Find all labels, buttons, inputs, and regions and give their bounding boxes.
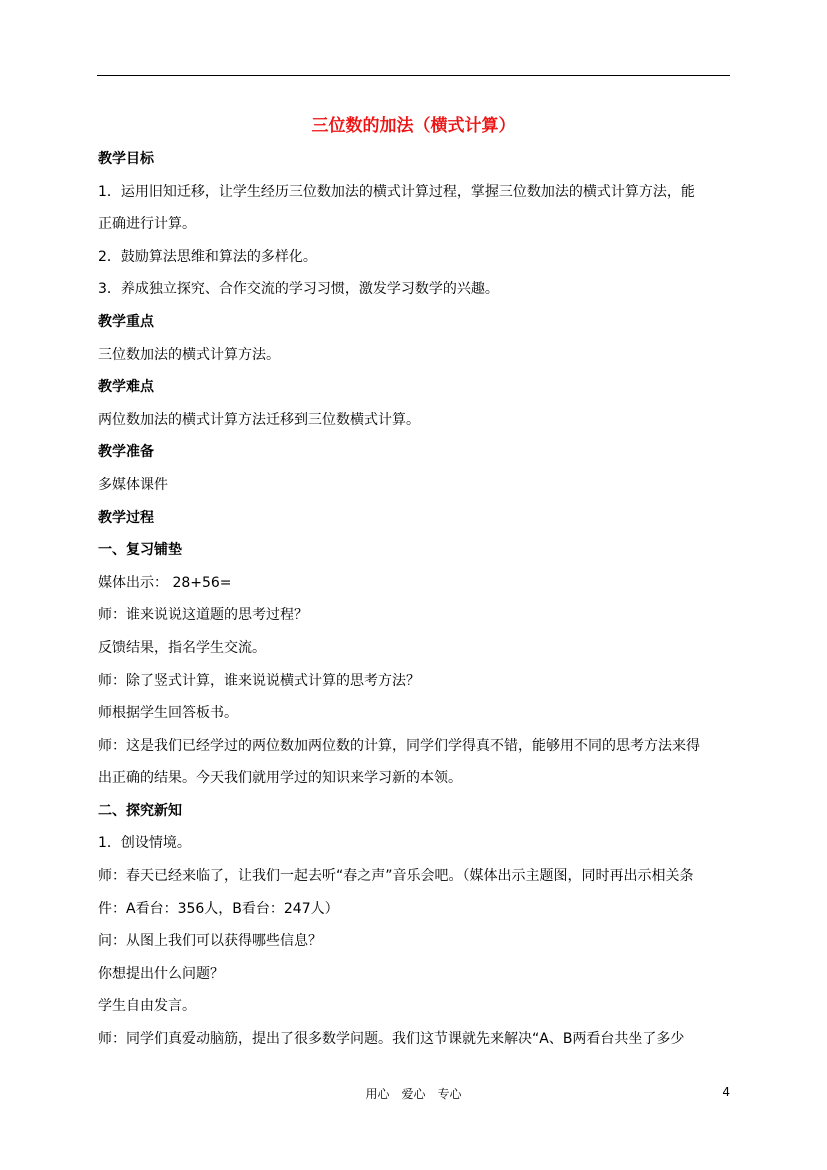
paragraph-line: 师：除了竖式计算，谁来说说横式计算的思考方法？ — [98, 672, 420, 689]
paragraph-line: 问：从图上我们可以获得哪些信息？ — [98, 933, 322, 950]
paragraph-line: 师根据学生回答板书。 — [98, 705, 238, 722]
paragraph-line: 3．养成独立探究、合作交流的学习习惯，激发学习数学的兴趣。 — [98, 281, 499, 298]
paragraph-line: 正确进行计算。 — [98, 216, 196, 233]
paragraph-line: 2．鼓励算法思维和算法的多样化。 — [98, 248, 317, 265]
paragraph-line: 1．运用旧知迁移，让学生经历三位数加法的横式计算过程，掌握三位数加法的横式计算方法，能 — [98, 183, 695, 200]
paragraph-line: 两位数加法的横式计算方法迁移到三位数横式计算。 — [98, 411, 420, 428]
page-footer: 用心 爱心 专心 — [365, 1087, 462, 1101]
section-heading: 教学目标 — [98, 151, 154, 167]
paragraph-line: 多媒体课件 — [98, 476, 168, 493]
paragraph-line: 师：谁来说说这道题的思考过程？ — [98, 607, 308, 624]
paragraph-line: 1．创设情境。 — [98, 835, 191, 852]
page-number: 4 — [722, 1085, 730, 1099]
paragraph-line: 师：这是我们已经学过的两位数加两位数的计算，同学们学得真不错，能够用不同的思考方法来得 — [98, 737, 700, 754]
section-heading: 二、探究新知 — [98, 802, 182, 819]
section-heading: 教学过程 — [98, 509, 154, 526]
paragraph-line: 媒体出示： 28+56= — [98, 574, 232, 591]
document-body — [98, 148, 732, 1050]
section-heading: 教学难点 — [98, 379, 154, 396]
paragraph-line: 师：春天已经来临了，让我们一起去听“春之声”音乐会吧。（媒体出示主题图，同时再出示相关条 — [98, 868, 694, 885]
paragraph-line: 师：同学们真爱动脑筋，提出了很多数学问题。我们这节课就先来解决“A、B两看台共坐了多少 — [98, 1031, 685, 1048]
section-heading: 教学重点 — [98, 313, 154, 330]
paragraph-line: 件：A看台：356人，B看台：247人） — [98, 900, 339, 917]
paragraph-line: 反馈结果，指名学生交流。 — [98, 639, 266, 656]
section-heading: 教学准备 — [98, 444, 154, 461]
paragraph-line: 出正确的结果。今天我们就用学过的知识来学习新的本领。 — [98, 770, 462, 787]
paragraph-line: 三位数加法的横式计算方法。 — [98, 346, 280, 363]
document-title: 三位数的加法（横式计算） — [311, 116, 516, 136]
section-heading: 一、复习铺垫 — [98, 542, 182, 559]
paragraph-line: 学生自由发言。 — [98, 998, 196, 1015]
header-rule — [97, 75, 730, 76]
paragraph-line: 你想提出什么问题？ — [98, 965, 224, 982]
